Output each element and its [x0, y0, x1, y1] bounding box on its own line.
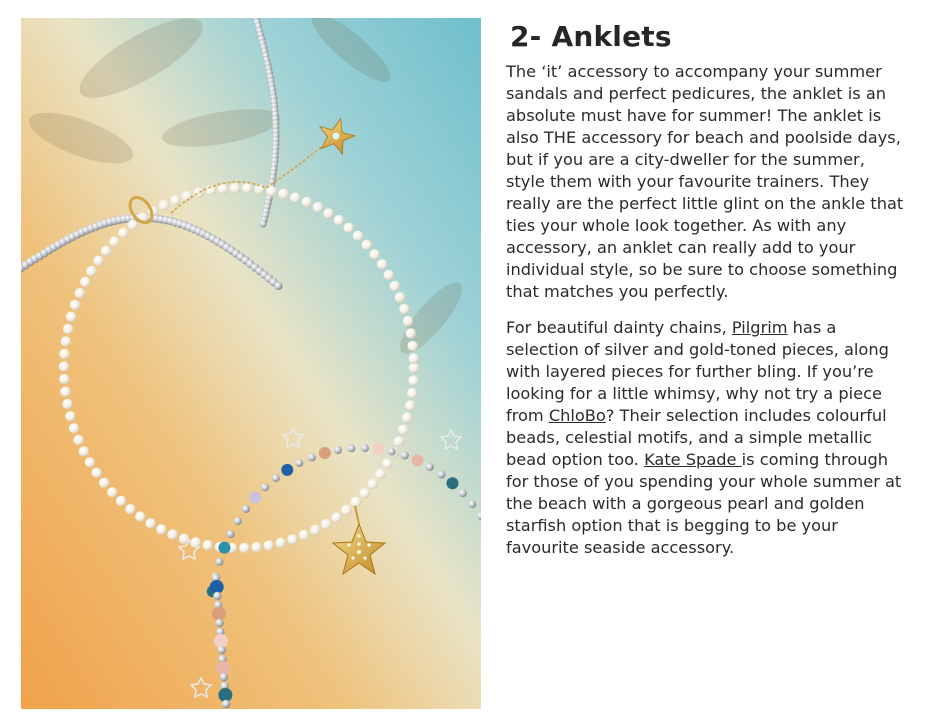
- pearl-bead: [167, 529, 177, 539]
- pearl-bead: [62, 399, 72, 409]
- pearl-bead: [239, 543, 249, 553]
- pearl-bead: [351, 497, 361, 507]
- pearl-bead: [73, 435, 83, 445]
- charm-bead: [272, 474, 280, 482]
- link-kate-spade[interactable]: Kate Spade: [644, 450, 742, 469]
- pearl-bead: [406, 328, 416, 338]
- pearl-bead: [99, 478, 109, 488]
- paragraph-brands: [506, 317, 906, 559]
- brands-text-1: For beautiful dainty chains,: [506, 318, 732, 337]
- pearl-bead: [242, 183, 252, 193]
- pearl-bead: [69, 423, 79, 433]
- charm-bead: [426, 463, 434, 471]
- silver-bead: [274, 282, 282, 290]
- paragraph-intro: The ‘it’ accessory to accompany your summer sandals and perfect pedicures, the anklet is an absolute must have for summer! The anklet is also THE accessory for beach and poolside days, but if you are a city-dweller for the summer, style them with your favourite trainers. They really are the perfect little glint on the ankle that ties your whole look together. As with any accessory, an anklet can really add to your individual style, so be sure to choose something that matches you perfectly.: [506, 62, 904, 301]
- charm-bead: [213, 592, 221, 600]
- charm-bead: [372, 443, 384, 455]
- pearl-bead: [251, 542, 261, 552]
- charm-bead: [334, 446, 342, 454]
- pearl-bead: [408, 341, 418, 351]
- pearl-bead: [278, 189, 288, 199]
- charm-bead: [219, 542, 231, 554]
- charm-bead: [319, 447, 331, 459]
- pearl-bead: [331, 512, 341, 522]
- pearl-bead: [370, 249, 380, 259]
- pearl-bead: [353, 231, 363, 241]
- pearl-bead: [398, 425, 408, 435]
- brands-text-2: has a selection of silver and gold-toned pieces, along with layered pieces for further bling. If you’re looking for a little whimsy, why not try a piece from: [506, 318, 889, 425]
- pearl-bead: [334, 215, 344, 225]
- charm-bead: [459, 489, 467, 497]
- pearl-bead: [395, 292, 405, 302]
- charm-bead: [220, 673, 228, 681]
- pearl-bead: [390, 281, 400, 291]
- article-section: [506, 18, 906, 573]
- link-chlobo[interactable]: ChloBo: [548, 406, 606, 425]
- pearl-bead: [156, 524, 166, 534]
- pearl-bead: [382, 458, 392, 468]
- charm-bead: [261, 483, 269, 491]
- pearl-bead: [79, 446, 89, 456]
- pearl-bead: [170, 195, 180, 205]
- charm-bead: [401, 451, 409, 459]
- pearl-bead: [287, 534, 297, 544]
- pearl-bead: [203, 540, 213, 550]
- pearl-bead: [92, 468, 102, 478]
- pearl-bead: [341, 505, 351, 515]
- pearl-bead: [409, 353, 419, 363]
- pearl-bead: [194, 188, 204, 198]
- pearl-bead: [323, 208, 333, 218]
- pearl-bead: [70, 300, 80, 310]
- pearl-bead: [107, 487, 117, 497]
- pearl-bead: [368, 479, 378, 489]
- charm-bead: [295, 459, 303, 467]
- charm-bead: [468, 500, 476, 508]
- pearl-bead: [146, 518, 156, 528]
- pearl-bead: [85, 457, 95, 467]
- pearl-bead: [359, 488, 369, 498]
- pearl-bead: [86, 266, 96, 276]
- pearl-bead: [128, 220, 138, 230]
- pearl-bead: [61, 336, 71, 346]
- anklets-product-photo: [21, 18, 481, 709]
- charm-bead: [234, 517, 242, 525]
- pearl-bead: [302, 197, 312, 207]
- pearl-bead: [321, 519, 331, 529]
- pearl-bead: [125, 504, 135, 514]
- pearl-bead: [384, 270, 394, 280]
- pearl-bead: [230, 183, 240, 193]
- pearl-bead: [118, 228, 128, 238]
- pearl-bead: [405, 400, 415, 410]
- pearl-bead: [116, 496, 126, 506]
- pearl-bead: [159, 200, 169, 210]
- charm-bead: [215, 558, 223, 566]
- link-pilgrim[interactable]: Pilgrim: [731, 318, 788, 337]
- charm-bead: [227, 530, 235, 538]
- pearl-bead: [66, 312, 76, 322]
- charm-bead: [215, 619, 223, 627]
- pearl-bead: [59, 349, 69, 359]
- pearl-bead: [93, 256, 103, 266]
- pearl-bead: [65, 411, 75, 421]
- pearl-bead: [344, 223, 354, 233]
- charm-bead: [308, 453, 316, 461]
- charm-bead: [361, 444, 369, 452]
- charm-bead: [347, 444, 355, 452]
- pearl-bead: [394, 436, 404, 446]
- pearl-bead: [403, 316, 413, 326]
- charm-bead: [438, 471, 446, 479]
- pearl-bead: [362, 240, 372, 250]
- pearl-bead: [408, 375, 418, 385]
- pearl-bead: [409, 363, 419, 373]
- charm-bead: [447, 477, 459, 489]
- charm-bead: [218, 646, 226, 654]
- pearl-bead: [276, 538, 286, 548]
- section-heading: 2- Anklets: [510, 20, 672, 53]
- brands-text-3: ? Their selection includes colourful beads, celestial motifs, and a simple metallic bead option too.: [506, 406, 887, 469]
- charm-bead: [388, 448, 396, 456]
- charm-bead: [249, 492, 261, 504]
- pearl-bead: [264, 540, 274, 550]
- pearl-bead: [101, 246, 111, 256]
- pearl-bead: [109, 236, 119, 246]
- pearl-bead: [63, 324, 73, 334]
- pearl-bead: [60, 386, 70, 396]
- pearl-bead: [310, 525, 320, 535]
- pearl-bead: [377, 259, 387, 269]
- silver-bead: [260, 220, 267, 227]
- pearl-bead: [135, 511, 145, 521]
- charm-bead: [412, 455, 424, 467]
- pearl-bead: [407, 388, 417, 398]
- charm-bead: [281, 464, 293, 476]
- pearl-bead: [313, 202, 323, 212]
- pearl-bead: [80, 277, 90, 287]
- pearl-bead: [402, 413, 412, 423]
- brands-text-4: is coming through for those of you spending your whole summer at the beach with a gorgeous pearl and golden starfish option that is begging to be your favourite seaside accessory.: [506, 450, 902, 557]
- charm-bead: [242, 505, 250, 513]
- pearl-bead: [75, 288, 85, 298]
- pearl-bead: [59, 361, 69, 371]
- pearl-bead: [290, 192, 300, 202]
- pearl-bead: [399, 304, 409, 314]
- pearl-bead: [59, 374, 69, 384]
- pearl-bead: [299, 530, 309, 540]
- pearl-bead: [375, 469, 385, 479]
- charm-bead: [222, 700, 230, 708]
